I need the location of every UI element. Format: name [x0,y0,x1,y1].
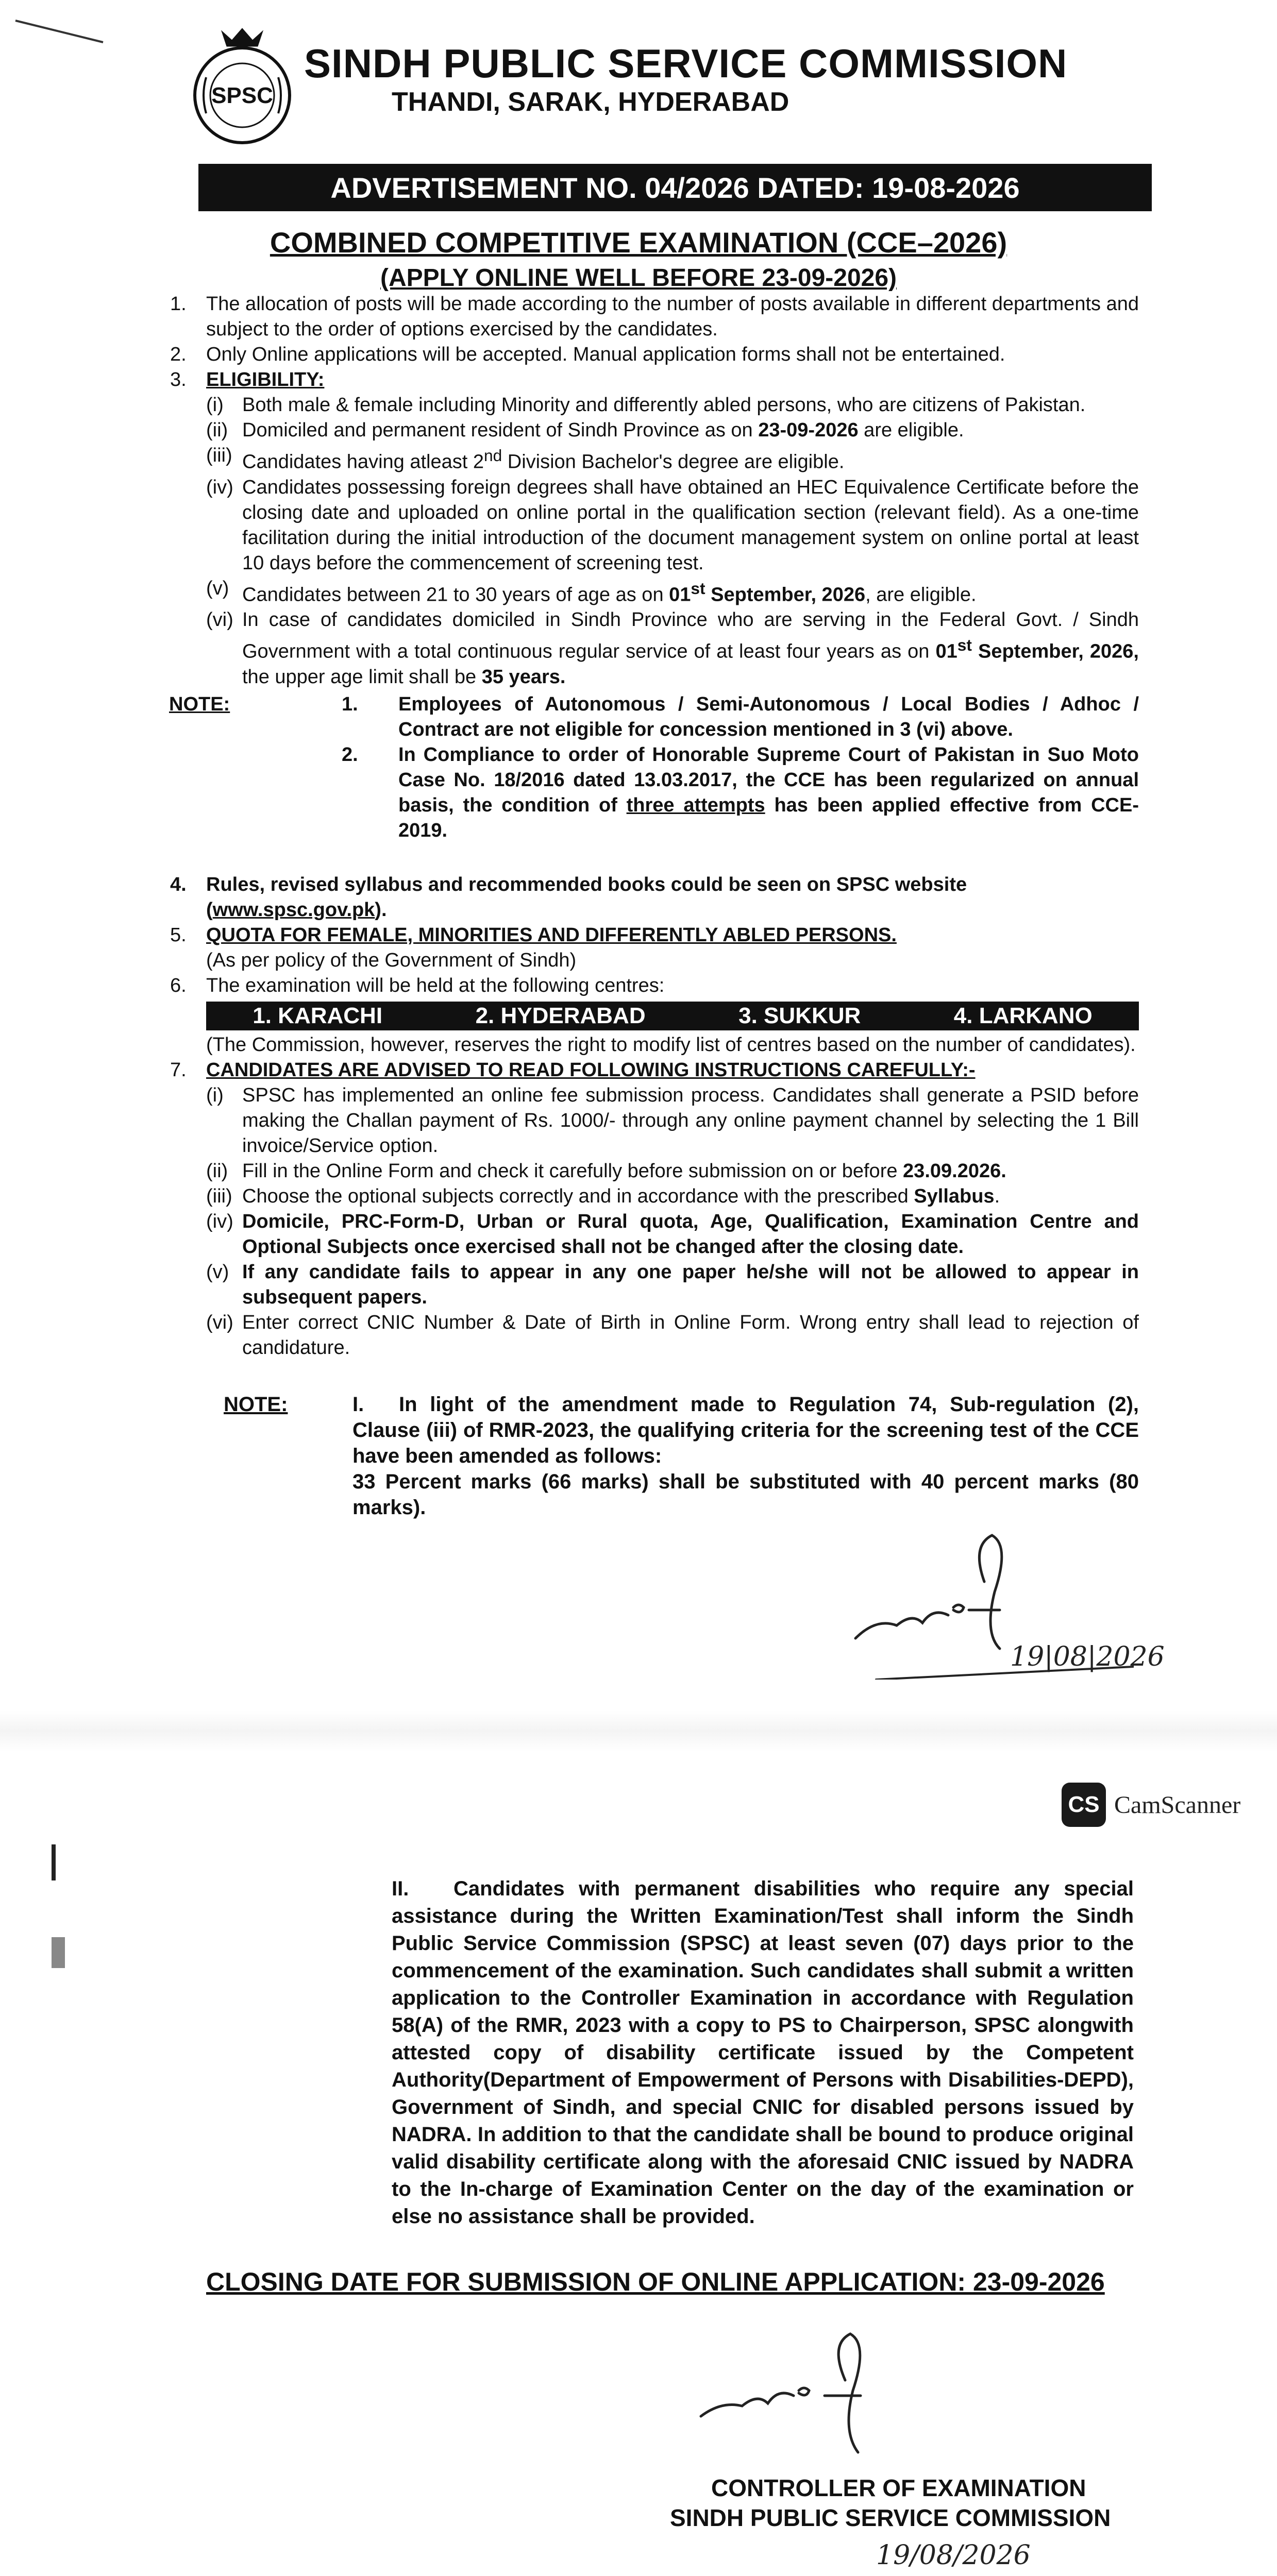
instruction-item: (i) SPSC has implemented an online fee submission process. Candidates shall generate a PSID before making the Challan payment of Rs. 1000/- through any online payment channel by selecting the 1 Bill invoice/Service option. [206,1084,1139,1157]
website-link[interactable]: www.spsc.gov.pk [212,899,375,921]
eligibility-item: (vi) In case of candidates domiciled in Sindh Province who are serving in the Federal Govt. / Sindh Government with a total continuous regular service of at least four years as on 01st September, 2026, the upper age limit shall be 35 years. [206,609,1139,688]
page-break [0,1710,1277,1752]
signatory-block [670,2473,1111,2533]
eligibility-item: (i) Both male & female including Minority and differently abled persons, who are citizens of Pakistan. [206,394,1086,416]
spsc-seal-logo [191,26,294,155]
eligibility-heading: ELIGIBILITY: [206,369,325,391]
closing-date: CLOSING DATE FOR SUBMISSION OF ONLINE APPLICATION: 23-09-2026 [206,2267,1105,2296]
signature-date: 19/08/2026 [876,2540,1031,2571]
eligibility-item: (ii) Domiciled and permanent resident of Sindh Province as on 23-09-2026 are eligible. [206,419,964,441]
svg-text:SPSC: SPSC [211,83,273,108]
exam-title: COMBINED COMPETITIVE EXAMINATION (CCE–2026) [270,226,1007,259]
list-item: 2. Only Online applications will be accepted. Manual application forms shall not be entertained. [170,344,1005,365]
controller-title: CONTROLLER OF EXAMINATION [711,2475,1086,2501]
exam-centres-bar [206,1002,1139,1030]
list-item: 3. ELIGIBILITY: [170,367,1139,393]
page-title: SINDH PUBLIC SERVICE COMMISSION [304,41,1068,86]
advertisement-bar: ADVERTISEMENT NO. 04/2026 DATED: 19-08-2026 [198,164,1152,211]
instruction-item: (v) If any candidate fails to appear in any one paper he/she will not be allowed to appear in subsequent papers. [206,1261,1139,1308]
camscanner-watermark: CS CamScanner [1062,1783,1240,1827]
eligibility-item: (v) Candidates between 21 to 30 years of age as on 01st September, 2026, are eligible. [206,577,977,606]
scan-mark [52,1937,65,1968]
instruction-item: (ii) Fill in the Online Form and check it carefully before submission on or before 23.09.2026. [206,1160,1006,1182]
instruction-item: (vi) Enter correct CNIC Number & Date of Birth in Online Form. Wrong entry shall lead to rejection of candidature. [206,1311,1139,1359]
signature [691,2329,948,2483]
apply-line: (APPLY ONLINE WELL BEFORE 23-09-2026) [380,264,897,292]
centre-karachi: 1. KARACHI [253,1003,383,1029]
camscanner-icon: CS [1062,1783,1106,1827]
instruction-item: (iii) Choose the optional subjects correctly and in accordance with the prescribed Syllabus. [206,1185,1000,1207]
instruction-item: (iv) Domicile, PRC-Form-D, Urban or Rural quota, Age, Qualification, Examination Centre and Optional Subjects once exercised shall not be changed after the closing date. [206,1210,1139,1258]
centre-sukkur: 3. SUKKUR [738,1003,861,1029]
note-item: 2. In Compliance to order of Honorable Supreme Court of Pakistan in Suo Moto Case No. 18/2016 dated 13.03.2017, the CCE has been regularized on annual basis, the condition of three attempts has been applied effective from CCE-2019. [342,743,1139,841]
list-item: 7. CANDIDATES ARE ADVISED TO READ FOLLOWING INSTRUCTIONS CAREFULLY:- [170,1059,976,1081]
scan-mark [52,1844,56,1880]
centre-larkano: 4. LARKANO [953,1003,1093,1029]
commission-name: SINDH PUBLIC SERVICE COMMISSION [670,2504,1111,2531]
note-block: NOTE: 1. Employees of Autonomous / Semi-Autonomous / Local Bodies / Adhoc / Contract are not eligible for concession mentioned in 3 (vi) above. 2. In Compliance to order of Honorable Supreme Court of Pakistan in Suo Moto Case No. 18/2016 dated 13.03.2017, the CCE has been regularized on annual basis, the condition of three attempts has been applied effective from CCE-2019. [169,692,1139,843]
note-amendment: NOTE: I. In light of the amendment made to Regulation 74, Sub-regulation (2), Clause (iii) of RMR-2023, the qualifying criteria for the screening test of the CCE have been amended as follows: 33 Percent marks (66 marks) shall be substituted with 40 percent marks (80 marks). [224,1393,1139,1519]
list-item: 4. Rules, revised syllabus and recommended books could be seen on SPSC website (www.spsc.gov.pk). [170,873,967,921]
page-subtitle: THANDI, SARAK, HYDERABAD [392,87,789,117]
eligibility-item: (iii) Candidates having atleast 2nd Division Bachelor's degree are eligible. [206,445,845,473]
list-item: 6. The examination will be held at the following centres: [170,974,665,996]
signature-date: 19|08|2026 [1010,1641,1165,1672]
note-item: 1. Employees of Autonomous / Semi-Autonomous / Local Bodies / Adhoc / Contract are not eligible for concession mentioned in 3 (vi) above. [342,693,1139,740]
centre-hyderabad: 2. HYDERABAD [475,1003,646,1029]
document-body: 1. The allocation of posts will be made according to the number of posts available in different departments and subject to the order of options exercised by the candidates. 2. Only Online applications will be accepted. Manual application forms shall not be entertained. 3. ELIGIBILITY: (i) Both male & female including Minority and differently abled persons, who are citizens of Pakistan. (ii) Domiciled and permanent resident of Sindh Province as on 23-09-2026 are eligible. (iii) Candidates having atleast 2nd Division Bachelor's degree are eligible. (iv) Candidates possessing foreign degrees shall have obtained an HEC Equivalence Certificate before the closing date and uploaded on online portal in the qualification section (relevant field). As a one-time facilitation during the initial introduction of the document management system on online portal at least 10 days before the commencement of screening test. (v) Candidates between 21 to 30 years of age as on 01st September, 2026, are eligible. (vi) In case of candidates domiciled in Sindh Province who are serving in the Federal Govt. / Sindh Government with a total continuous regular service of at least four years as on 01st September, 2026, the upper age limit shall be 35 years. NOTE: 1. Employees of Autonomous / Semi-Autonomous / Local Bodies / Adhoc / Contract are not eligible for concession mentioned in 3 (vi) above. 2. In Compliance to order of Honorable Supreme Court of Pakistan in Suo Moto Case No. 18/2016 dated 13.03.2017, the CCE has been regularized on annual basis, the condition of three attempts has been applied effective from CCE-2019. 4. Rules, revised syllabus and recommended books could be seen on SPSC website (www.spsc.gov.pk). 5. QUOTA FOR FEMALE, MINORITIES AND DIFFERENTLY ABLED PERSONS. (As per policy of the Government of Sindh) 6. The examination will be held at the following centres: 1. KARACHI 2. HYDERABAD 3. SUKKUR 4. LARKANO (The Commission, however, reserves the right to modify list of centres based on the number of candidates). 7. CANDIDATES ARE ADVISED TO READ FOLLOWING INSTRUCTIONS CAREFULLY:- (i) SPSC has implemented an online fee submission process. Candidates shall generate a PSID before making the Challan payment of Rs. 1000/- through any online payment channel by selecting the 1 Bill invoice/Service option. (ii) Fill in the Online Form and check it carefully before submission on or before 23.09.2026. (iii) Choose the optional subjects correctly and in accordance with the prescribed Syllabus. (iv) Domicile, PRC-Form-D, Urban or Rural quota, Age, Qualification, Examination Centre and Optional Subjects once exercised shall not be changed after the closing date. (v) If any candidate fails to appear in any one paper he/she will not be allowed to appear in subsequent papers. (vi) Enter correct CNIC Number & Date of Birth in Online Form. Wrong entry shall lead to rejection of candidature. NOTE: I. In light of the amendment made to Regulation 74, Sub-regulation (2), Clause (iii) of RMR-2023, the qualifying criteria for the screening test of the CCE have been amended as follows: 33 Percent marks (66 marks) shall be substituted with 40 percent marks (80 marks). [170,292,1139,1520]
list-item: 1. The allocation of posts will be made according to the number of posts available in different departments and subject to the order of options exercised by the candidates. [170,293,1139,340]
disability-paragraph: II. Candidates with permanent disabilities who require any special assistance during the Written Examination/Test shall inform the Sindh Public Service Commission (SPSC) at least seven (07) days prior to the commencement of the examination. Such candidates shall submit a written application to the Controller Examination in accordance with Regulation 58(A) of the RMR, 2023 with a copy to PS to Chairperson, SPSC alongwith attested copy of disability certificate issued by the Competent Authority(Department of Empowerment of Persons with Disabilities-DEPD), Government of Sindh, and special CNIC for disabled persons issued by NADRA. In addition to that the candidate shall be bound to produce original valid disability certificate along with the aforesaid CNIC issued by NADRA to the In-charge of Examination Center on the day of the examination or else no assistance shall be provided. [392,1877,1134,2228]
eligibility-item: (iv) Candidates possessing foreign degrees shall have obtained an HEC Equivalence Certificate before the closing date and uploaded on online portal in the qualification section (relevant field). As a one-time facilitation during the initial introduction of the document management system on online portal at least 10 days before the commencement of screening test. [206,476,1139,574]
pen-mark [10,10,113,46]
list-item: 5. QUOTA FOR FEMALE, MINORITIES AND DIFFERENTLY ABLED PERSONS. [170,924,897,946]
